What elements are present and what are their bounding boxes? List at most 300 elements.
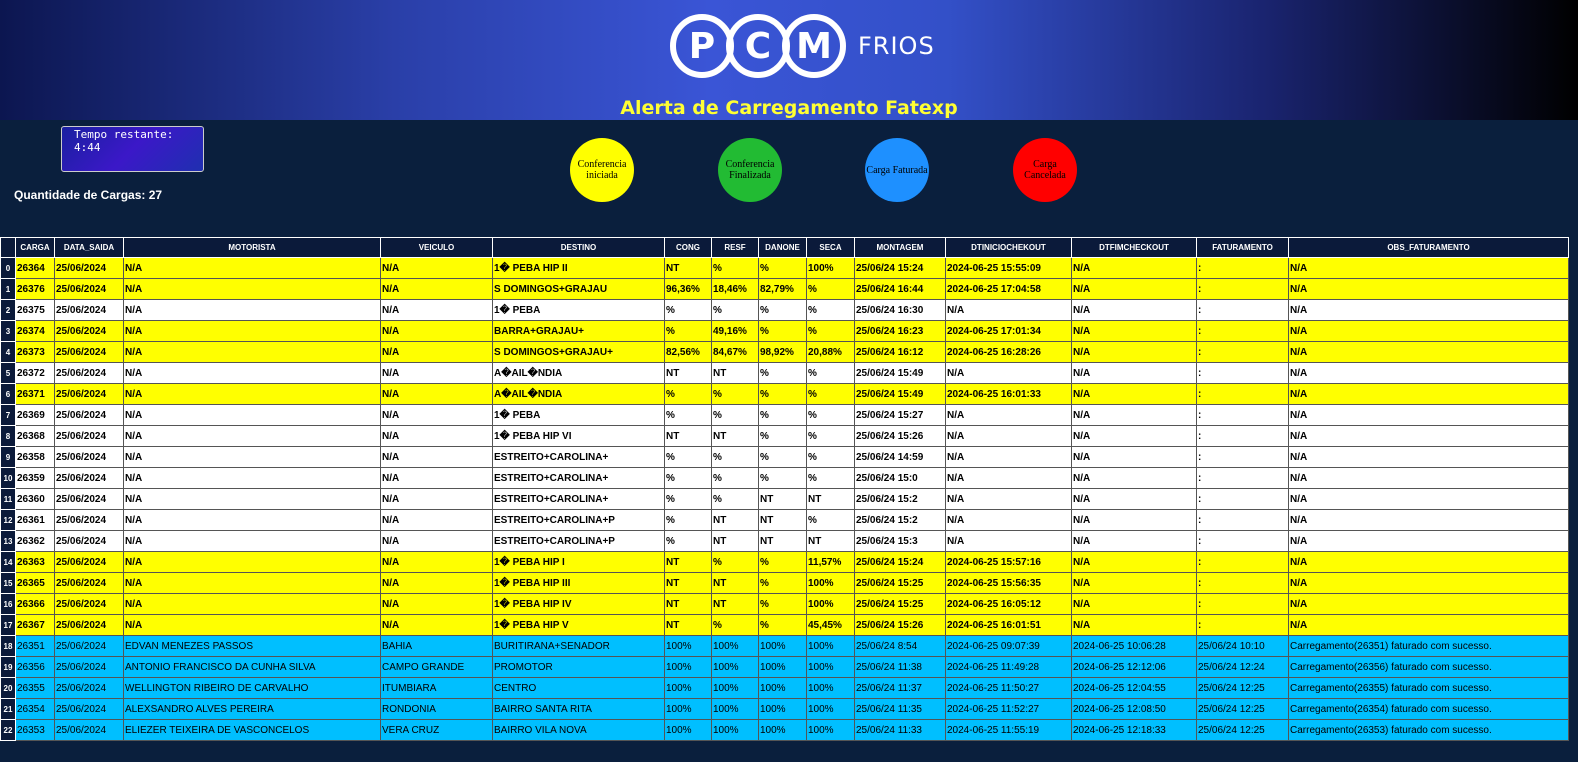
cell-seca: 100% — [807, 657, 855, 678]
table-row[interactable] — [1, 552, 1569, 573]
cell-data-saida: 25/06/2024 — [55, 636, 124, 657]
cell-dtfimcheckout: N/A — [1072, 468, 1197, 489]
cell-dtiniciochekout: 2024-06-25 11:50:27 — [946, 678, 1072, 699]
cell-motorista: N/A — [124, 447, 381, 468]
cell-cong: % — [665, 531, 712, 552]
cell-destino: ESTREITO+CAROLINA+P — [493, 510, 665, 531]
cell-data-saida: 25/06/2024 — [55, 321, 124, 342]
cell-montagem: 25/06/24 11:35 — [855, 699, 946, 720]
col-header-destino[interactable]: DESTINO — [493, 238, 665, 258]
cell-danone: % — [759, 468, 807, 489]
cell-destino: CENTRO — [493, 678, 665, 699]
cell-data-saida: 25/06/2024 — [55, 531, 124, 552]
row-index: 13 — [1, 531, 16, 552]
cell-dtfimcheckout: N/A — [1072, 615, 1197, 636]
cell-seca: NT — [807, 531, 855, 552]
cell-motorista: N/A — [124, 405, 381, 426]
cell-montagem: 25/06/24 8:54 — [855, 636, 946, 657]
cell-obs-faturamento: N/A — [1289, 615, 1569, 636]
cell-veiculo: N/A — [381, 342, 493, 363]
cell-destino: BAIRRO VILA NOVA — [493, 720, 665, 741]
cell-resf: NT — [712, 531, 759, 552]
cell-carga: 26368 — [16, 426, 55, 447]
cell-faturamento: : — [1197, 615, 1289, 636]
cell-obs-faturamento: N/A — [1289, 384, 1569, 405]
cell-montagem: 25/06/24 15:25 — [855, 594, 946, 615]
cell-seca: % — [807, 447, 855, 468]
cell-carga: 26367 — [16, 615, 55, 636]
cell-motorista: N/A — [124, 615, 381, 636]
cell-dtfimcheckout: 2024-06-25 12:08:50 — [1072, 699, 1197, 720]
row-index: 17 — [1, 615, 16, 636]
cell-carga: 26358 — [16, 447, 55, 468]
cell-motorista: ELIEZER TEIXEIRA DE VASCONCELOS — [124, 720, 381, 741]
cell-faturamento: : — [1197, 363, 1289, 384]
cell-destino: 1� PEBA — [493, 405, 665, 426]
cell-motorista: N/A — [124, 510, 381, 531]
cell-danone: NT — [759, 510, 807, 531]
cell-destino: A�AIL�NDIA — [493, 384, 665, 405]
cell-faturamento: : — [1197, 384, 1289, 405]
cell-seca: 20,88% — [807, 342, 855, 363]
cell-montagem: 25/06/24 11:37 — [855, 678, 946, 699]
cell-danone: % — [759, 321, 807, 342]
cell-resf: 84,67% — [712, 342, 759, 363]
cell-faturamento: : — [1197, 468, 1289, 489]
cell-cong: 100% — [665, 636, 712, 657]
cell-cong: % — [665, 510, 712, 531]
cell-carga: 26371 — [16, 384, 55, 405]
cell-danone: 100% — [759, 720, 807, 741]
cell-seca: 100% — [807, 720, 855, 741]
cell-carga: 26366 — [16, 594, 55, 615]
cell-dtiniciochekout: 2024-06-25 16:01:33 — [946, 384, 1072, 405]
cell-veiculo: VERA CRUZ — [381, 720, 493, 741]
cell-montagem: 25/06/24 14:59 — [855, 447, 946, 468]
cell-destino: S DOMINGOS+GRAJAU+ — [493, 342, 665, 363]
row-index: 4 — [1, 342, 16, 363]
cell-seca: % — [807, 405, 855, 426]
cell-obs-faturamento: N/A — [1289, 594, 1569, 615]
col-header-faturamento[interactable]: FATURAMENTO — [1197, 238, 1289, 258]
cell-veiculo: N/A — [381, 510, 493, 531]
countdown-timer — [61, 126, 204, 172]
row-index: 5 — [1, 363, 16, 384]
cell-resf: 100% — [712, 657, 759, 678]
cell-faturamento: 25/06/24 12:25 — [1197, 720, 1289, 741]
cell-resf: 100% — [712, 699, 759, 720]
cell-data-saida: 25/06/2024 — [55, 363, 124, 384]
col-header-motorista[interactable]: MOTORISTA — [124, 238, 381, 258]
row-index: 9 — [1, 447, 16, 468]
cell-obs-faturamento: N/A — [1289, 468, 1569, 489]
row-index: 16 — [1, 594, 16, 615]
cell-montagem: 25/06/24 11:33 — [855, 720, 946, 741]
cell-cong: % — [665, 447, 712, 468]
cell-dtiniciochekout: N/A — [946, 300, 1072, 321]
table-row[interactable] — [1, 531, 1569, 552]
row-index: 12 — [1, 510, 16, 531]
cell-faturamento: : — [1197, 447, 1289, 468]
cell-destino: 1� PEBA HIP II — [493, 258, 665, 279]
cell-obs-faturamento: N/A — [1289, 258, 1569, 279]
cell-dtfimcheckout: N/A — [1072, 321, 1197, 342]
cell-danone: 100% — [759, 657, 807, 678]
cell-dtiniciochekout: 2024-06-25 11:55:19 — [946, 720, 1072, 741]
cell-veiculo: ITUMBIARA — [381, 678, 493, 699]
countdown-text: Tempo restante: 4:44 — [74, 128, 174, 154]
col-header-resf[interactable]: RESF — [712, 238, 759, 258]
cell-veiculo: CAMPO GRANDE — [381, 657, 493, 678]
cell-data-saida: 25/06/2024 — [55, 405, 124, 426]
col-header-obs-faturamento[interactable]: OBS_FATURAMENTO — [1289, 238, 1569, 258]
cell-carga: 26360 — [16, 489, 55, 510]
table-row[interactable] — [1, 321, 1569, 342]
cell-faturamento: 25/06/24 10:10 — [1197, 636, 1289, 657]
cell-obs-faturamento: N/A — [1289, 342, 1569, 363]
cell-obs-faturamento: Carregamento(26354) faturado com sucesso. — [1289, 699, 1569, 720]
cell-dtfimcheckout: N/A — [1072, 552, 1197, 573]
cell-carga: 26355 — [16, 678, 55, 699]
cell-faturamento: : — [1197, 510, 1289, 531]
cell-carga: 26359 — [16, 468, 55, 489]
cell-resf: 49,16% — [712, 321, 759, 342]
cell-motorista: N/A — [124, 300, 381, 321]
col-header-dtiniciochekout[interactable]: DTINICIOCHEKOUT — [946, 238, 1072, 258]
cell-motorista: N/A — [124, 258, 381, 279]
cell-dtiniciochekout: N/A — [946, 363, 1072, 384]
cell-motorista: N/A — [124, 363, 381, 384]
cell-dtiniciochekout: 2024-06-25 15:56:35 — [946, 573, 1072, 594]
table-row[interactable] — [1, 489, 1569, 510]
cell-data-saida: 25/06/2024 — [55, 552, 124, 573]
cell-seca: % — [807, 510, 855, 531]
table-row[interactable] — [1, 426, 1569, 447]
cell-dtfimcheckout: N/A — [1072, 447, 1197, 468]
cell-montagem: 25/06/24 15:3 — [855, 531, 946, 552]
table-header-row — [1, 238, 1569, 258]
cell-resf: 18,46% — [712, 279, 759, 300]
cell-faturamento: : — [1197, 300, 1289, 321]
cell-data-saida: 25/06/2024 — [55, 258, 124, 279]
cell-cong: % — [665, 405, 712, 426]
table-row[interactable] — [1, 720, 1569, 741]
table-body — [1, 258, 1569, 741]
cell-veiculo: N/A — [381, 426, 493, 447]
cell-seca: 100% — [807, 594, 855, 615]
cell-resf: % — [712, 300, 759, 321]
cell-veiculo: N/A — [381, 321, 493, 342]
cell-seca: % — [807, 384, 855, 405]
cell-data-saida: 25/06/2024 — [55, 279, 124, 300]
row-index: 3 — [1, 321, 16, 342]
cell-veiculo: N/A — [381, 615, 493, 636]
cell-danone: 100% — [759, 636, 807, 657]
cell-danone: 100% — [759, 699, 807, 720]
table-row[interactable] — [1, 699, 1569, 720]
cell-montagem: 25/06/24 15:24 — [855, 552, 946, 573]
row-index: 21 — [1, 699, 16, 720]
cell-dtfimcheckout: 2024-06-25 10:06:28 — [1072, 636, 1197, 657]
row-index: 8 — [1, 426, 16, 447]
cell-data-saida: 25/06/2024 — [55, 342, 124, 363]
cell-motorista: N/A — [124, 531, 381, 552]
cell-data-saida: 25/06/2024 — [55, 426, 124, 447]
cell-resf: % — [712, 258, 759, 279]
cell-cong: % — [665, 384, 712, 405]
cell-montagem: 25/06/24 15:24 — [855, 258, 946, 279]
cell-data-saida: 25/06/2024 — [55, 447, 124, 468]
cell-cong: % — [665, 489, 712, 510]
cell-cong: 100% — [665, 657, 712, 678]
cell-cong: NT — [665, 615, 712, 636]
cell-resf: 100% — [712, 636, 759, 657]
cell-carga: 26354 — [16, 699, 55, 720]
row-index: 11 — [1, 489, 16, 510]
cell-dtfimcheckout: 2024-06-25 12:04:55 — [1072, 678, 1197, 699]
col-header-carga[interactable]: CARGA — [16, 238, 55, 258]
cell-obs-faturamento: N/A — [1289, 510, 1569, 531]
row-index: 18 — [1, 636, 16, 657]
cell-obs-faturamento: N/A — [1289, 489, 1569, 510]
cell-faturamento: : — [1197, 426, 1289, 447]
cell-motorista: ALEXSANDRO ALVES PEREIRA — [124, 699, 381, 720]
cell-faturamento: : — [1197, 594, 1289, 615]
cell-cong: 100% — [665, 699, 712, 720]
cell-carga: 26361 — [16, 510, 55, 531]
cell-destino: ESTREITO+CAROLINA+ — [493, 489, 665, 510]
cell-destino: 1� PEBA — [493, 300, 665, 321]
cell-montagem: 25/06/24 15:0 — [855, 468, 946, 489]
cell-faturamento: : — [1197, 342, 1289, 363]
cell-montagem: 25/06/24 16:44 — [855, 279, 946, 300]
cell-data-saida: 25/06/2024 — [55, 468, 124, 489]
cell-montagem: 25/06/24 15:2 — [855, 510, 946, 531]
table-row[interactable] — [1, 342, 1569, 363]
row-index: 14 — [1, 552, 16, 573]
cell-veiculo: N/A — [381, 279, 493, 300]
cell-danone: NT — [759, 531, 807, 552]
cell-danone: % — [759, 258, 807, 279]
header-banner — [0, 0, 1578, 120]
cell-veiculo: RONDONIA — [381, 699, 493, 720]
cell-motorista: N/A — [124, 342, 381, 363]
cell-danone: % — [759, 594, 807, 615]
cell-obs-faturamento: Carregamento(26353) faturado com sucesso. — [1289, 720, 1569, 741]
cell-data-saida: 25/06/2024 — [55, 615, 124, 636]
cell-faturamento: : — [1197, 405, 1289, 426]
row-index: 6 — [1, 384, 16, 405]
cell-dtiniciochekout: 2024-06-25 16:28:26 — [946, 342, 1072, 363]
cell-dtiniciochekout: N/A — [946, 489, 1072, 510]
cell-dtfimcheckout: N/A — [1072, 426, 1197, 447]
cell-veiculo: N/A — [381, 258, 493, 279]
table-row[interactable] — [1, 405, 1569, 426]
cell-veiculo: N/A — [381, 300, 493, 321]
loads-table — [0, 237, 1569, 741]
col-header-dtfimcheckout[interactable]: DTFIMCHECKOUT — [1072, 238, 1197, 258]
table-row[interactable] — [1, 279, 1569, 300]
col-header-data-saida[interactable]: DATA_SAIDA — [55, 238, 124, 258]
table-row[interactable] — [1, 615, 1569, 636]
col-index — [1, 238, 16, 258]
cell-montagem: 25/06/24 15:27 — [855, 405, 946, 426]
cell-carga: 26375 — [16, 300, 55, 321]
cell-carga: 26362 — [16, 531, 55, 552]
cell-motorista: N/A — [124, 321, 381, 342]
cell-cong: % — [665, 321, 712, 342]
cell-veiculo: N/A — [381, 594, 493, 615]
table-row[interactable] — [1, 258, 1569, 279]
cell-destino: ESTREITO+CAROLINA+P — [493, 531, 665, 552]
cell-faturamento: : — [1197, 552, 1289, 573]
cell-carga: 26351 — [16, 636, 55, 657]
cell-danone: % — [759, 447, 807, 468]
cell-faturamento: : — [1197, 573, 1289, 594]
col-header-montagem[interactable]: MONTAGEM — [855, 238, 946, 258]
cell-data-saida: 25/06/2024 — [55, 384, 124, 405]
cell-carga: 26369 — [16, 405, 55, 426]
cell-faturamento: 25/06/24 12:25 — [1197, 678, 1289, 699]
table-row[interactable] — [1, 363, 1569, 384]
cell-destino: 1� PEBA HIP VI — [493, 426, 665, 447]
table-row[interactable] — [1, 300, 1569, 321]
cell-dtiniciochekout: 2024-06-25 15:57:16 — [946, 552, 1072, 573]
cell-resf: NT — [712, 510, 759, 531]
cell-seca: 45,45% — [807, 615, 855, 636]
cell-destino: S DOMINGOS+GRAJAU — [493, 279, 665, 300]
cell-seca: 100% — [807, 678, 855, 699]
cell-data-saida: 25/06/2024 — [55, 699, 124, 720]
cell-seca: % — [807, 363, 855, 384]
logo-letter-c: C — [726, 14, 790, 78]
cell-dtiniciochekout: 2024-06-25 11:49:28 — [946, 657, 1072, 678]
table-row[interactable] — [1, 384, 1569, 405]
row-index: 20 — [1, 678, 16, 699]
cell-data-saida: 25/06/2024 — [55, 678, 124, 699]
cell-data-saida: 25/06/2024 — [55, 489, 124, 510]
cell-montagem: 25/06/24 15:49 — [855, 384, 946, 405]
cell-obs-faturamento: N/A — [1289, 531, 1569, 552]
row-index: 22 — [1, 720, 16, 741]
cell-obs-faturamento: Carregamento(26351) faturado com sucesso. — [1289, 636, 1569, 657]
cell-obs-faturamento: N/A — [1289, 279, 1569, 300]
cell-destino: BARRA+GRAJAU+ — [493, 321, 665, 342]
col-header-cong[interactable]: CONG — [665, 238, 712, 258]
cell-dtiniciochekout: 2024-06-25 15:55:09 — [946, 258, 1072, 279]
load-count: Quantidade de Cargas: 27 — [14, 188, 163, 202]
cell-destino: 1� PEBA HIP III — [493, 573, 665, 594]
cell-seca: 100% — [807, 258, 855, 279]
cell-faturamento: : — [1197, 258, 1289, 279]
col-header-danone[interactable]: DANONE — [759, 238, 807, 258]
cell-carga: 26356 — [16, 657, 55, 678]
table-row[interactable] — [1, 468, 1569, 489]
cell-resf: % — [712, 384, 759, 405]
cell-montagem: 25/06/24 16:12 — [855, 342, 946, 363]
cell-motorista: N/A — [124, 594, 381, 615]
cell-danone: 82,79% — [759, 279, 807, 300]
col-header-veiculo[interactable]: VEICULO — [381, 238, 493, 258]
cell-resf: NT — [712, 573, 759, 594]
table-row[interactable] — [1, 594, 1569, 615]
col-header-seca[interactable]: SECA — [807, 238, 855, 258]
cell-obs-faturamento: N/A — [1289, 552, 1569, 573]
cell-dtiniciochekout: 2024-06-25 17:04:58 — [946, 279, 1072, 300]
table-row[interactable] — [1, 678, 1569, 699]
cell-seca: % — [807, 468, 855, 489]
cell-dtfimcheckout: 2024-06-25 12:12:06 — [1072, 657, 1197, 678]
cell-dtiniciochekout: N/A — [946, 531, 1072, 552]
cell-data-saida: 25/06/2024 — [55, 657, 124, 678]
cell-dtfimcheckout: N/A — [1072, 342, 1197, 363]
table-row[interactable] — [1, 636, 1569, 657]
cell-motorista: WELLINGTON RIBEIRO DE CARVALHO — [124, 678, 381, 699]
legend-carga-cancelada: Carga Cancelada — [1013, 138, 1077, 202]
cell-carga: 26364 — [16, 258, 55, 279]
cell-resf: NT — [712, 426, 759, 447]
cell-carga: 26372 — [16, 363, 55, 384]
table-row[interactable] — [1, 573, 1569, 594]
cell-data-saida: 25/06/2024 — [55, 573, 124, 594]
table-row[interactable] — [1, 510, 1569, 531]
cell-dtfimcheckout: N/A — [1072, 300, 1197, 321]
cell-motorista: ANTONIO FRANCISCO DA CUNHA SILVA — [124, 657, 381, 678]
cell-dtiniciochekout: N/A — [946, 426, 1072, 447]
cell-obs-faturamento: N/A — [1289, 363, 1569, 384]
cell-faturamento: 25/06/24 12:24 — [1197, 657, 1289, 678]
cell-motorista: N/A — [124, 279, 381, 300]
cell-montagem: 25/06/24 11:38 — [855, 657, 946, 678]
cell-obs-faturamento: N/A — [1289, 321, 1569, 342]
cell-cong: % — [665, 300, 712, 321]
table-row[interactable] — [1, 657, 1569, 678]
row-index: 19 — [1, 657, 16, 678]
cell-data-saida: 25/06/2024 — [55, 300, 124, 321]
cell-montagem: 25/06/24 15:26 — [855, 615, 946, 636]
cell-dtfimcheckout: N/A — [1072, 279, 1197, 300]
cell-carga: 26376 — [16, 279, 55, 300]
cell-obs-faturamento: N/A — [1289, 426, 1569, 447]
table-row[interactable] — [1, 447, 1569, 468]
cell-dtiniciochekout: N/A — [946, 447, 1072, 468]
cell-resf: % — [712, 405, 759, 426]
cell-veiculo: N/A — [381, 384, 493, 405]
cell-dtiniciochekout: 2024-06-25 17:01:34 — [946, 321, 1072, 342]
cell-cong: % — [665, 468, 712, 489]
cell-data-saida: 25/06/2024 — [55, 594, 124, 615]
cell-carga: 26374 — [16, 321, 55, 342]
cell-dtfimcheckout: N/A — [1072, 489, 1197, 510]
cell-destino: A�AIL�NDIA — [493, 363, 665, 384]
cell-dtfimcheckout: N/A — [1072, 258, 1197, 279]
cell-dtfimcheckout: N/A — [1072, 594, 1197, 615]
cell-seca: % — [807, 321, 855, 342]
cell-seca: 100% — [807, 699, 855, 720]
cell-danone: % — [759, 363, 807, 384]
cell-motorista: N/A — [124, 573, 381, 594]
cell-veiculo: N/A — [381, 447, 493, 468]
cell-destino: ESTREITO+CAROLINA+ — [493, 468, 665, 489]
cell-seca: 11,57% — [807, 552, 855, 573]
cell-cong: NT — [665, 258, 712, 279]
cell-motorista: EDVAN MENEZES PASSOS — [124, 636, 381, 657]
cell-faturamento: : — [1197, 279, 1289, 300]
cell-dtiniciochekout: 2024-06-25 09:07:39 — [946, 636, 1072, 657]
cell-seca: % — [807, 300, 855, 321]
cell-montagem: 25/06/24 15:49 — [855, 363, 946, 384]
cell-cong: NT — [665, 552, 712, 573]
